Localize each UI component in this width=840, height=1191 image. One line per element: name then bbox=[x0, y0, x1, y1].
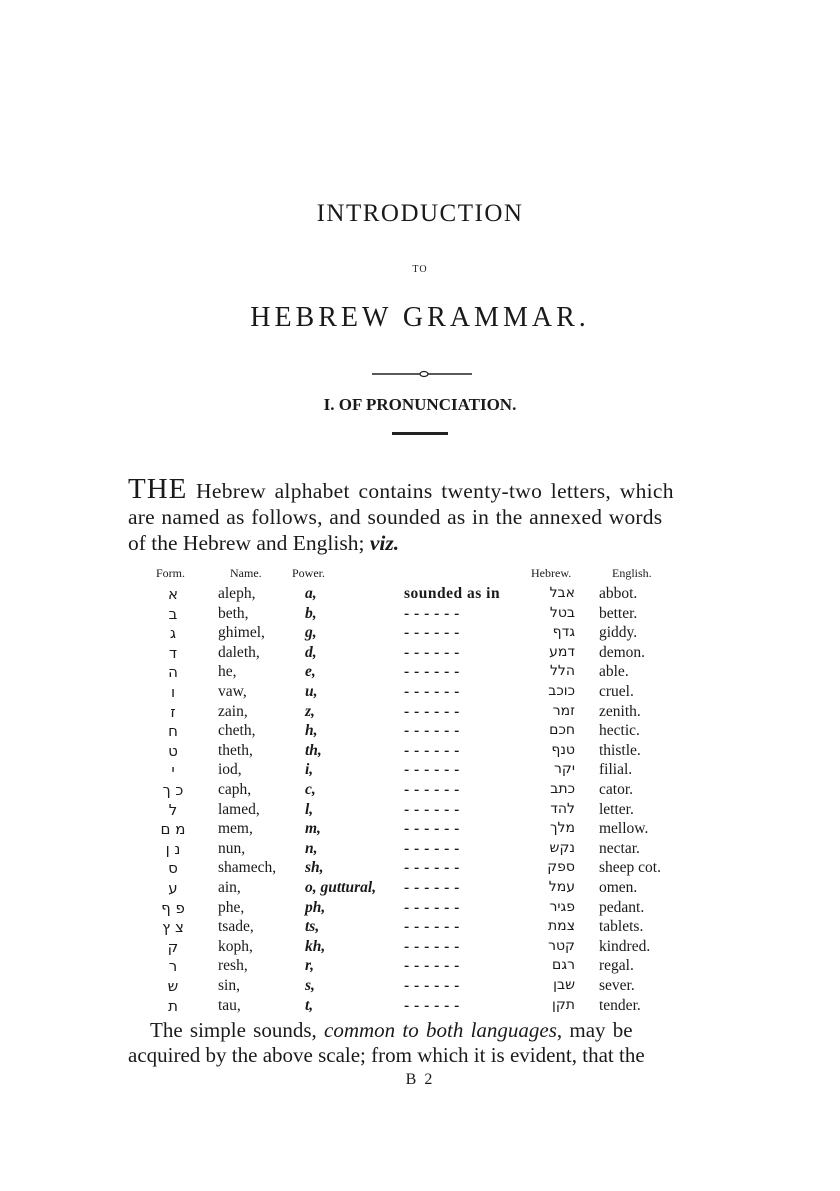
letter-form: ל bbox=[168, 800, 178, 819]
page-signature: B 2 bbox=[405, 1071, 435, 1088]
letter-name: beth, bbox=[218, 604, 249, 622]
letter-name: koph, bbox=[218, 937, 253, 955]
letter-name: ain, bbox=[218, 879, 241, 896]
closing-line-1: The simple sounds, common to both languages, may be bbox=[150, 1018, 633, 1042]
letter-power: kh, bbox=[305, 937, 326, 955]
table-row bbox=[0, 918, 840, 937]
letter-power: c, bbox=[305, 781, 316, 798]
letter-form: צ ץ bbox=[162, 918, 184, 937]
leader-dots: - - - - - - bbox=[404, 800, 460, 818]
english-example: mellow. bbox=[599, 820, 649, 838]
letter-power: i, bbox=[305, 761, 314, 779]
english-example: abbot. bbox=[599, 585, 638, 602]
header-name: Name. bbox=[230, 566, 262, 580]
table-row bbox=[0, 938, 840, 957]
letter-form: ס bbox=[168, 859, 178, 878]
letter-power: th, bbox=[305, 741, 322, 759]
hebrew-example: כתב bbox=[550, 781, 575, 797]
leader-dots: - - - - - - bbox=[404, 702, 460, 720]
leader-dots: - - - - - - bbox=[404, 741, 460, 759]
letter-form: ג bbox=[169, 624, 177, 643]
leader-dots: - - - - - - bbox=[404, 839, 460, 857]
table-row bbox=[0, 605, 840, 624]
leader-dots: - - - - - - bbox=[404, 722, 460, 740]
letter-power: t, bbox=[305, 996, 314, 1014]
table-row bbox=[0, 585, 840, 604]
hebrew-example: בטל bbox=[549, 604, 575, 621]
letter-form: כ ך bbox=[162, 781, 184, 799]
hebrew-example: קטר bbox=[548, 937, 575, 954]
letter-form: ו bbox=[170, 683, 176, 701]
leader-dots: - - - - - - bbox=[404, 663, 460, 681]
hebrew-example: עמל bbox=[548, 879, 575, 895]
section-rule bbox=[392, 432, 448, 435]
letter-form: ק bbox=[167, 937, 179, 956]
intro-line-2: are named as follows, and sounded as in the annexed words bbox=[128, 505, 663, 529]
hebrew-example: כוכב bbox=[548, 683, 575, 699]
hebrew-example: להד bbox=[550, 800, 575, 817]
english-example: letter. bbox=[599, 800, 634, 818]
hebrew-example: שבן bbox=[553, 977, 575, 993]
letter-power: e, bbox=[305, 663, 316, 681]
table-row bbox=[0, 801, 840, 820]
closing-paragraph bbox=[128, 1018, 718, 1068]
table-row bbox=[0, 820, 840, 839]
table-row bbox=[0, 879, 840, 898]
title-introduction: INTRODUCTION bbox=[316, 200, 524, 227]
leader-dots: - - - - - - bbox=[404, 624, 460, 642]
letter-power: m, bbox=[305, 820, 321, 838]
letter-name: sin, bbox=[218, 977, 240, 994]
hebrew-example: חכם bbox=[549, 722, 575, 739]
english-example: kindred. bbox=[599, 937, 651, 955]
leader-dots: - - - - - - bbox=[404, 918, 460, 936]
closing-line-2: acquired by the above scale; from which it is evident, that the bbox=[128, 1043, 645, 1067]
letter-power: b, bbox=[305, 604, 317, 622]
letter-form: ש bbox=[167, 977, 179, 995]
letter-power: ph, bbox=[305, 898, 326, 916]
letter-name: he, bbox=[218, 663, 237, 681]
drop-cap: THE bbox=[128, 473, 188, 505]
letter-name: shamech, bbox=[218, 859, 277, 877]
english-example: giddy. bbox=[599, 624, 638, 642]
english-example: cator. bbox=[599, 781, 633, 798]
letter-power: z, bbox=[305, 702, 315, 720]
letter-form: ר bbox=[168, 957, 178, 976]
letter-name: phe, bbox=[218, 898, 245, 916]
hebrew-example: צמת bbox=[547, 918, 575, 935]
leader-dots: - - - - - - bbox=[404, 957, 460, 975]
english-example: nectar. bbox=[599, 839, 640, 857]
letter-power: o, guttural, bbox=[305, 879, 377, 896]
table-row bbox=[0, 899, 840, 918]
header-english: English. bbox=[612, 566, 652, 580]
letter-form: ה bbox=[168, 663, 178, 682]
english-example: filial. bbox=[599, 761, 633, 779]
intro-line-3: of the Hebrew and English; viz. bbox=[128, 531, 400, 555]
letter-power: g, bbox=[305, 624, 317, 642]
english-example: hectic. bbox=[599, 722, 640, 740]
letter-form: ד bbox=[168, 643, 178, 662]
english-example: thistle. bbox=[599, 741, 641, 759]
ornamental-divider bbox=[372, 367, 472, 381]
letter-power: a, bbox=[305, 585, 317, 602]
letter-form: ע bbox=[168, 879, 178, 897]
english-example: zenith. bbox=[599, 702, 641, 720]
table-row bbox=[0, 703, 840, 722]
english-example: omen. bbox=[599, 879, 638, 896]
letter-name: iod, bbox=[218, 761, 242, 779]
hebrew-example: טנף bbox=[551, 741, 575, 758]
english-example: tablets. bbox=[599, 918, 644, 936]
table-row bbox=[0, 683, 840, 702]
table-row bbox=[0, 742, 840, 761]
leader-dots: - - - - - - bbox=[404, 879, 460, 896]
letter-power: d, bbox=[305, 643, 317, 661]
english-example: demon. bbox=[599, 643, 646, 661]
table-row bbox=[0, 722, 840, 741]
title-hebrew-grammar: HEBREW GRAMMAR. bbox=[250, 302, 590, 333]
letter-form: ח bbox=[168, 722, 178, 741]
hebrew-example: תקן bbox=[552, 996, 575, 1013]
leader-dots: - - - - - - bbox=[404, 937, 460, 955]
table-row bbox=[0, 781, 840, 800]
english-example: regal. bbox=[599, 957, 634, 975]
letter-name: lamed, bbox=[218, 800, 260, 818]
letter-name: vaw, bbox=[218, 683, 247, 700]
letter-name: theth, bbox=[218, 741, 253, 759]
letter-power: h, bbox=[305, 722, 318, 740]
letter-name: resh, bbox=[218, 957, 248, 975]
hebrew-example: מלך bbox=[550, 820, 575, 837]
leader-dots: - - - - - - bbox=[404, 859, 460, 877]
hebrew-example: יקר bbox=[554, 761, 575, 778]
letter-name: zain, bbox=[218, 702, 248, 720]
letter-name: tau, bbox=[218, 996, 241, 1014]
english-example: pedant. bbox=[599, 898, 645, 916]
hebrew-example: אבל bbox=[549, 585, 575, 601]
header-form: Form. bbox=[156, 566, 186, 580]
letter-power: u, bbox=[305, 683, 318, 700]
table-row bbox=[0, 663, 840, 682]
letter-form: ז bbox=[170, 702, 176, 721]
letter-name: aleph, bbox=[218, 585, 256, 602]
leader-dots: - - - - - - bbox=[404, 898, 460, 916]
hebrew-example: פגיר bbox=[549, 898, 575, 915]
letter-power: r, bbox=[305, 957, 315, 975]
table-row bbox=[0, 957, 840, 976]
table-row bbox=[0, 840, 840, 859]
hebrew-example: ספק bbox=[547, 859, 575, 876]
letter-power: sh, bbox=[305, 859, 324, 877]
letter-name: mem, bbox=[218, 820, 253, 838]
header-power: Power. bbox=[292, 566, 325, 580]
letter-name: daleth, bbox=[218, 643, 260, 661]
letter-power: n, bbox=[305, 839, 318, 857]
english-example: tender. bbox=[599, 996, 641, 1014]
leader-dots: - - - - - - bbox=[404, 604, 460, 622]
english-example: sever. bbox=[599, 977, 635, 994]
hebrew-example: גדף bbox=[552, 624, 575, 641]
table-row bbox=[0, 997, 840, 1016]
letter-name: tsade, bbox=[218, 918, 254, 936]
letter-form: נ ן bbox=[165, 839, 181, 858]
leader-dots: - - - - - - bbox=[404, 683, 460, 700]
hebrew-example: רגם bbox=[552, 957, 575, 974]
table-row bbox=[0, 644, 840, 663]
letter-name: caph, bbox=[218, 781, 252, 798]
leader-dots: - - - - - - bbox=[404, 820, 460, 838]
table-row bbox=[0, 624, 840, 643]
letter-power: s, bbox=[305, 977, 315, 994]
hebrew-example: דמע bbox=[549, 643, 575, 660]
intro-paragraph bbox=[128, 473, 718, 556]
leader-dots: - - - - - - bbox=[404, 761, 460, 779]
letter-power: ts, bbox=[305, 918, 320, 936]
english-example: cruel. bbox=[599, 683, 634, 700]
letter-form: ט bbox=[168, 741, 178, 760]
english-example: better. bbox=[599, 604, 638, 622]
letter-name: ghimel, bbox=[218, 624, 265, 642]
hebrew-example: הלל bbox=[549, 663, 575, 680]
table-row bbox=[0, 859, 840, 878]
letter-form: פ ף bbox=[161, 898, 185, 917]
letter-name: nun, bbox=[218, 839, 246, 857]
letter-form: מ ם bbox=[160, 820, 186, 839]
hebrew-example: נקש bbox=[549, 839, 575, 856]
leader-dots: - - - - - - bbox=[404, 781, 460, 798]
letter-form: ב bbox=[168, 604, 178, 623]
letter-form: א bbox=[167, 585, 179, 603]
english-example: sheep cot. bbox=[599, 859, 661, 877]
section-title: I. OF PRONUNCIATION. bbox=[323, 395, 517, 414]
letter-form: ת bbox=[168, 996, 178, 1015]
english-example: able. bbox=[599, 663, 629, 681]
letter-form: י bbox=[171, 761, 175, 780]
hebrew-example: זמר bbox=[552, 702, 575, 719]
leader-dots: sounded as in bbox=[404, 585, 501, 602]
title-connector: TO bbox=[412, 264, 428, 275]
leader-dots: - - - - - - bbox=[404, 996, 460, 1014]
letter-power: l, bbox=[305, 800, 314, 818]
header-hebrew: Hebrew. bbox=[531, 566, 572, 580]
table-row bbox=[0, 761, 840, 780]
table-row bbox=[0, 977, 840, 996]
leader-dots: - - - - - - bbox=[404, 977, 460, 994]
letter-name: cheth, bbox=[218, 722, 256, 740]
leader-dots: - - - - - - bbox=[404, 643, 460, 661]
intro-line-1: THE Hebrew alphabet contains twenty-two letters, which bbox=[128, 473, 674, 505]
